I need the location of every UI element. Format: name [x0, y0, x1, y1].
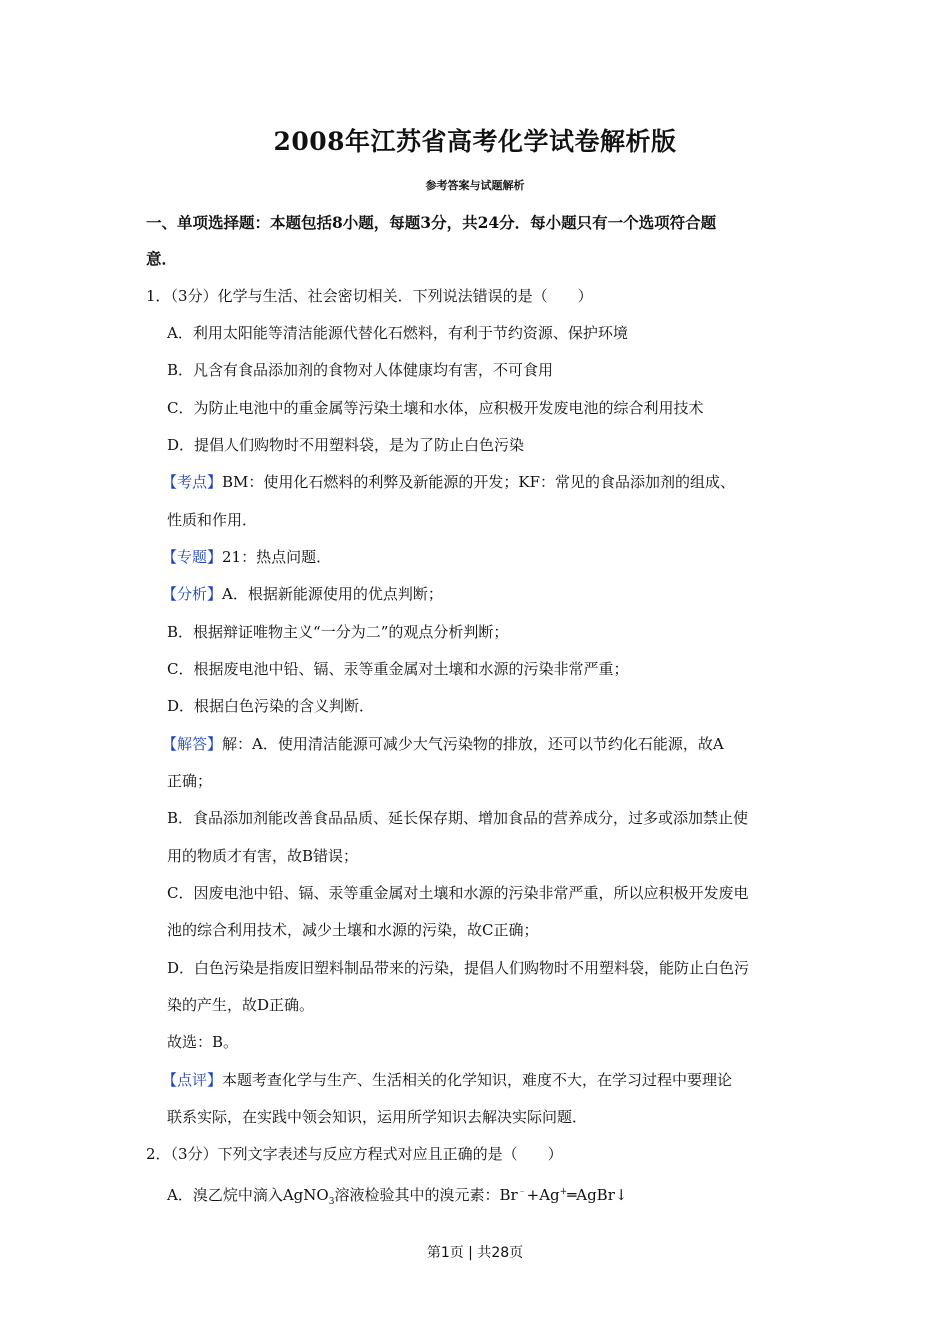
jieda-c-cont: 池的综合利用技术，减少土壤和水源的污染，故C正确；: [167, 921, 539, 939]
q2-a-text: A．溴乙烷中滴入AgNO: [167, 1186, 329, 1204]
q2-a-text3: +Ag: [526, 1186, 560, 1204]
jieda-tag: 【解答】: [162, 735, 223, 753]
document-title: 2008年江苏省高考化学试卷解析版: [273, 127, 677, 156]
fenxi-c: C．根据废电池中铅、镉、汞等重金属对土壤和水源的污染非常严重；: [167, 660, 629, 678]
q2-a-text4: ═AgBr↓: [567, 1186, 628, 1204]
question-1-stem: 1．（3分）化学与生活、社会密切相关．下列说法错误的是（ ）: [146, 287, 593, 305]
jieda-d: D．白色污染是指废旧塑料制品带来的污染，提倡人们购物时不用塑料袋，能防止白色污: [167, 959, 750, 977]
question-2-option-a: [167, 1182, 627, 1212]
answer-line: 故选：B。: [167, 1033, 239, 1051]
zhuanti-line: [162, 547, 331, 567]
question-1-option-d: D．提倡人们购物时不用塑料袋，是为了防止白色污染: [167, 436, 525, 454]
q2-a-sup1: ﹣: [517, 1187, 527, 1197]
fenxi-a: A．根据新能源使用的优点判断；: [222, 585, 443, 603]
q2-a-sub: 3: [328, 1197, 335, 1207]
zhuanti-tag: 【专题】: [162, 548, 223, 566]
dianping-line: [162, 1070, 732, 1090]
question-1-option-c: C．为防止电池中的重金属等污染土壤和水体，应积极开发废电池的综合利用技术: [167, 399, 704, 417]
page-footer: 第1页 | 共28页: [426, 1245, 524, 1261]
kaodian-tag: 【考点】: [162, 473, 223, 491]
q2-a-sup2: +: [559, 1187, 568, 1197]
q2-a-text2: 溶液检验其中的溴元素：Br: [334, 1186, 518, 1204]
question-1-option-b: B．凡含有食品添加剂的食物对人体健康均有害，不可食用: [167, 361, 554, 379]
dianping-tag: 【点评】: [162, 1071, 223, 1089]
jieda-c: C．因废电池中铅、镉、汞等重金属对土壤和水源的污染非常严重，所以应积极开发废电: [167, 884, 749, 902]
section-heading-cont: 意．: [146, 249, 178, 268]
jieda-line: [162, 734, 724, 754]
kaodian-text-cont: 性质和作用．: [167, 511, 258, 529]
jieda-b: B．食品添加剂能改善食品品质、延长保存期、增加食品的营养成分，过多或添加禁止使: [167, 809, 749, 827]
dianping-text-cont: 联系实际，在实践中领会知识，运用所学知识去解决实际问题．: [167, 1108, 588, 1126]
kaodian-text: BM：使用化石燃料的利弊及新能源的开发；KF：常见的食品添加剂的组成、: [222, 473, 736, 491]
fenxi-b: B．根据辩证唯物主义“一分为二”的观点分析判断；: [167, 623, 509, 641]
jieda-a-cont: 正确；: [167, 772, 213, 790]
kaodian-line: [162, 472, 735, 492]
jieda-b-cont: 用的物质才有害，故B错误；: [167, 847, 359, 865]
question-2-stem: 2．（3分）下列文字表述与反应方程式对应且正确的是（ ）: [146, 1145, 563, 1163]
jieda-d-cont: 染的产生，故D正确。: [167, 996, 315, 1014]
fenxi-d: D．根据白色污染的含义判断．: [167, 697, 375, 715]
document-subtitle: 参考答案与试题解析: [425, 179, 525, 192]
dianping-text: 本题考查化学与生产、生活相关的化学知识，难度不大，在学习过程中要理论: [222, 1071, 733, 1089]
zhuanti-text: 21：热点问题．: [222, 548, 332, 566]
fenxi-line: [162, 584, 443, 604]
fenxi-tag: 【分析】: [162, 585, 223, 603]
section-heading: 一、单项选择题：本题包括8小题，每题3分，共24分．每小题只有一个选项符合题: [146, 213, 717, 232]
jieda-a: 解：A．使用清洁能源可减少大气污染物的排放，还可以节约化石能源，故A: [222, 735, 724, 753]
question-1-option-a: A．利用太阳能等清洁能源代替化石燃料，有利于节约资源、保护环境: [167, 324, 628, 342]
